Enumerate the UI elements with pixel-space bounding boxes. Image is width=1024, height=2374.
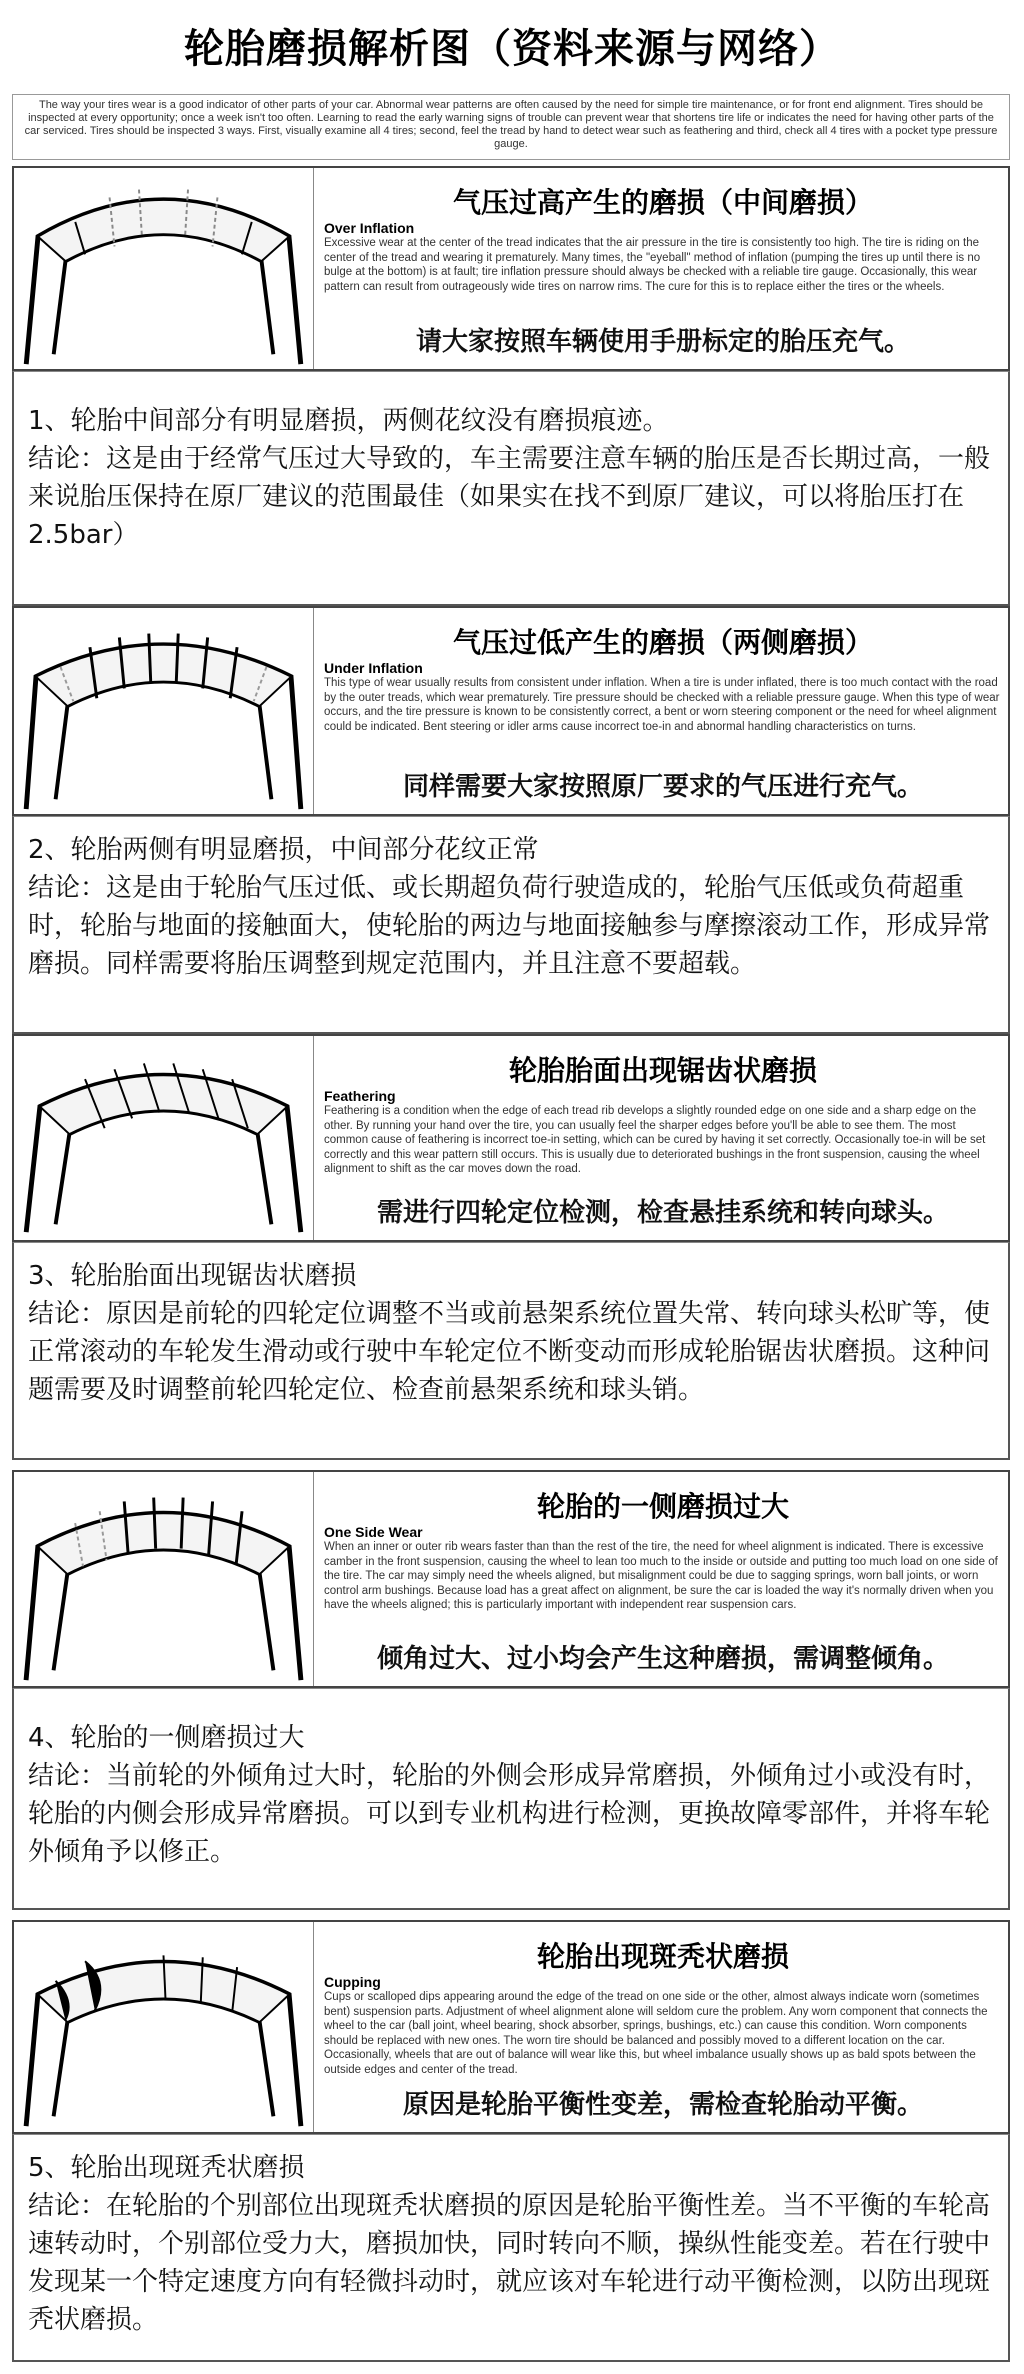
en-label: Cupping xyxy=(324,1974,381,1990)
conclusion-block-1 xyxy=(12,371,1010,606)
tire-over-inflation-icon xyxy=(14,168,313,369)
conclusion-text: 结论：这是由于经常气压过大导致的，车主需要注意车辆的胎压是否长期过高，一般来说胎压保持在原厂建议的范围最佳（如果实在找不到原厂建议，可以将胎压打在2.5bar） xyxy=(28,444,991,550)
en-description: This type of wear usually results from consistent under inflation. When a tire is under inflated, there is too much contact with the road by the outer treads, which wear prematurely. Tire pressure should be checked with a reliable pressure gauge. When this type of wear occurs, and the tire pressure is known to be consistently correct, a bent or worn steering component or the need for wheel alignment could be indicated. Bent steering or idler arms cause incorrect toe-in and abnormal handling characteristics on turns. xyxy=(324,677,1000,733)
en-label: Feathering xyxy=(324,1088,396,1104)
conclusion-heading: 3、轮胎胎面出现锯齿状磨损 xyxy=(28,1261,357,1291)
section-title: 轮胎胎面出现锯齿状磨损 xyxy=(508,1054,817,1087)
advice-banner: 同样需要大家按照原厂要求的气压进行充气。 xyxy=(324,770,1002,804)
tire-illustration-one-side-wear xyxy=(14,1472,314,1686)
conclusion-text: 结论：当前轮的外倾角过大时，轮胎的外侧会形成异常磨损，外倾角过小或没有时，轮胎的内侧会形成异常磨损。可以到专业机构进行检测，更换故障零部件，并将车轮外倾角予以修正。 xyxy=(28,1761,991,1867)
info-under-inflation xyxy=(318,608,1008,814)
conclusion-block-4 xyxy=(12,1688,1010,1910)
conclusion-block-5 xyxy=(12,2134,1010,2362)
conclusion-text: 结论：原因是前轮的四轮定位调整不当或前悬架系统位置失常、转向球头松旷等，使正常滚动的车轮发生滑动或行驶中车轮定位不断变动而形成轮胎锯齿状磨损。这种问题需要及时调整前轮四轮定位、检查前悬架系统和球头销。 xyxy=(28,1299,991,1405)
section-panel-feathering xyxy=(12,1034,1010,1242)
tire-illustration-under-inflation xyxy=(14,608,314,814)
section-title: 气压过低产生的磨损（两侧磨损） xyxy=(452,626,873,659)
intro-paragraph: The way your tires wear is a good indicator of other parts of your car. Abnormal wear patterns are often caused by the need for simple tire maintenance, or for front end alignment. Tires should be inspected at every opportunity; once a week isn't too often. Learning to read the early warning signs of trouble can prevent wear that shortens tire life or indicates the need for having other parts of the car serviced. Tires should be inspected 3 ways. First, visually examine all 4 tires; second, feel the tread by hand to detect wear such as feathering and third, check all 4 tires with a pocket type pressure gauge. xyxy=(12,94,1010,160)
section-title: 轮胎的一侧磨损过大 xyxy=(536,1490,789,1523)
section-panel-one-side-wear xyxy=(12,1470,1010,1688)
en-description: Excessive wear at the center of the tread indicates that the air pressure in the tire is consistently too high. The tire is riding on the center of the tread and wearing it prematurely. Many times, the "eyeball" method of inflation (pumping the tires up until there is no bulge at the bottom) is at fault; tire inflation pressure should always be checked with a reliable tire gauge. Occasionally, this wear pattern can result from outrageously wide tires on narrow rims. The cure for this is to replace either the tires or the wheels. xyxy=(324,237,981,293)
conclusion-text: 结论：在轮胎的个别部位出现斑秃状磨损的原因是轮胎平衡性差。当不平衡的车轮高速转动时，个别部位受力大，磨损加快，同时转向不顺，操纵性能变差。若在行驶中发现某一个特定速度方向有轻微抖动时，就应该对车轮进行动平衡检测，以防出现斑秃状磨损。 xyxy=(28,2191,991,2335)
conclusion-heading: 1、轮胎中间部分有明显磨损，两侧花纹没有磨损痕迹。 xyxy=(28,406,669,436)
conclusion-block-3 xyxy=(12,1242,1010,1460)
info-cupping xyxy=(318,1922,1008,2132)
tire-feathering-icon xyxy=(14,1036,313,1240)
section-title: 轮胎出现斑秃状磨损 xyxy=(536,1940,789,1973)
en-label: Over Inflation xyxy=(324,220,415,236)
conclusion-heading: 2、轮胎两侧有明显磨损，中间部分花纹正常 xyxy=(28,835,539,865)
conclusion-text: 结论：这是由于轮胎气压过低、或长期超负荷行驶造成的，轮胎气压低或负荷超重时，轮胎与地面的接触面大，使轮胎的两边与地面接触参与摩擦滚动工作，形成异常磨损。同样需要将胎压调整到规定范围内，并且注意不要超载。 xyxy=(28,873,991,979)
advice-banner: 倾角过大、过小均会产生这种磨损，需调整倾角。 xyxy=(324,1642,1002,1676)
en-label: Under Inflation xyxy=(324,660,423,676)
section-panel-cupping xyxy=(12,1920,1010,2134)
advice-banner: 需进行四轮定位检测，检查悬挂系统和转向球头。 xyxy=(324,1196,1002,1230)
section-panel-under-inflation xyxy=(12,606,1010,816)
conclusion-heading: 4、轮胎的一侧磨损过大 xyxy=(28,1723,305,1753)
conclusion-block-2 xyxy=(12,816,1010,1034)
tire-illustration-over-inflation xyxy=(14,168,314,369)
en-description: Cups or scalloped dips appearing around the edge of the tread on one side or the other, almost always indicate worn (sometimes bent) suspension parts. Adjustment of wheel alignment alone will seldom cure the problem. Any worn component that connects the wheel to the car (ball joint, wheel bearing, shock absorber, springs, bushings, etc.) can cause this condition. Worn components should be replaced with new ones. The worn tire should be balanced and possibly moved to a different location on the car. Occasionally, wheels that are out of balance will wear like this, but wheel imbalance usually shows up as bald spots between the outside edges and center of the tread. xyxy=(324,1991,988,2076)
advice-banner: 请大家按照车辆使用手册标定的胎压充气。 xyxy=(324,325,1002,359)
info-one-side-wear xyxy=(318,1472,1008,1686)
en-label: One Side Wear xyxy=(324,1524,423,1540)
tire-illustration-cupping xyxy=(14,1922,314,2132)
en-description: Feathering is a condition when the edge of each tread rib develops a slightly rounded edge on one side and a sharp edge on the other. By running your hand over the tire, you can usually feel the sharper edges before you'll be able to see them. The most common cause of feathering is incorrect toe-in setting, which can be cured by having it set correctly. Occasionally toe-in will be set correctly and this wear pattern still occurs. This is usually due to deteriorated bushings in the front suspension, causing the wheel alignment to shift as the car moves down the road. xyxy=(324,1105,986,1175)
info-feathering xyxy=(318,1036,1008,1240)
tire-cupping-icon xyxy=(14,1922,313,2132)
info-over-inflation xyxy=(318,168,1008,369)
en-description: When an inner or outer rib wears faster than than the rest of the tire, the need for wheel alignment is indicated. There is excessive camber in the front suspension, causing the wheel to lean too much to the inside or outside and putting too much load on one side of the tire. The car may simply need the wheels aligned, but misalignment could be due to sagging springs, worn ball joints, or worn control arm bushings. Because load has a great affect on alignment, be sure the car is loaded the way it's normally driven when you have the wheels aligned; this is particularly important with independent rear suspension cars. xyxy=(324,1541,998,1611)
tire-one-side-wear-icon xyxy=(14,1472,313,1686)
page-title: 轮胎磨损解析图（资料来源与网络） xyxy=(184,26,840,72)
conclusion-heading: 5、轮胎出现斑秃状磨损 xyxy=(28,2153,305,2183)
advice-banner: 原因是轮胎平衡性变差，需检查轮胎动平衡。 xyxy=(324,2088,1002,2122)
section-title: 气压过高产生的磨损（中间磨损） xyxy=(452,186,873,219)
tire-illustration-feathering xyxy=(14,1036,314,1240)
section-panel-over-inflation xyxy=(12,166,1010,371)
tire-under-inflation-icon xyxy=(14,608,313,814)
